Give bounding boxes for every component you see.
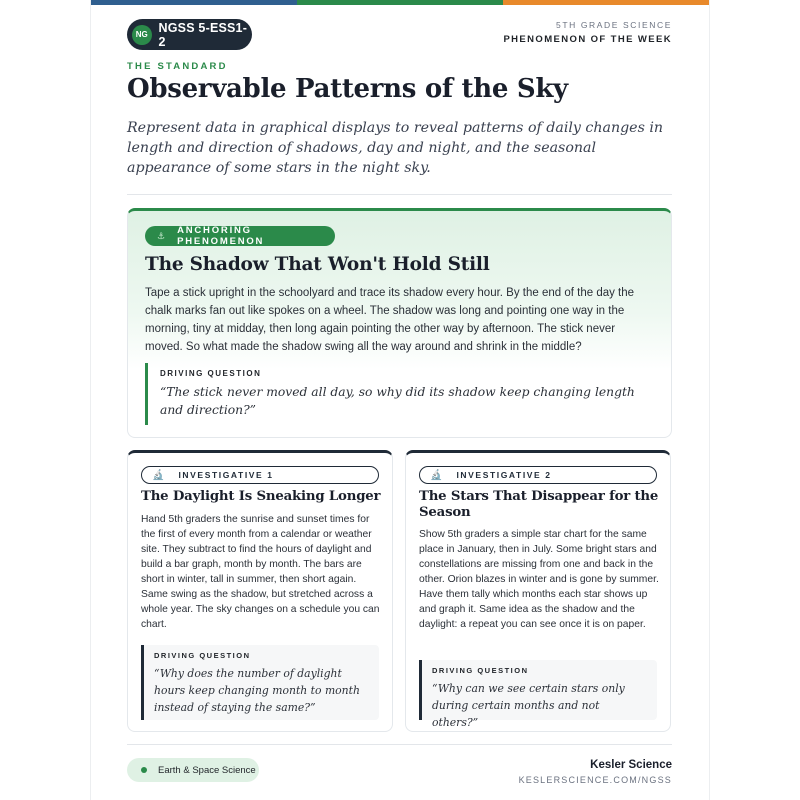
anchor-driving-question — [145, 363, 653, 425]
investigation-driving-question — [141, 645, 379, 720]
brand-name: Kesler Science — [590, 759, 672, 771]
driving-question-label: DRIVING QUESTION — [160, 369, 262, 378]
microscope-icon: 🔬 — [152, 469, 165, 481]
discipline-label: Earth & Space Science — [158, 764, 256, 776]
color-stripe — [91, 0, 709, 5]
investigation-body: Show 5th graders a simple star chart for the same place in January, then in July. Some bright stars and constellations are missing from one and back in the other. Orion blazes in winter and is gone by summer. Have them tally which months each star shows up and graph it. Same idea as the shadow and the daylight: a repeat you can see once it is on paper. — [419, 529, 659, 630]
ngss-logo-icon: NG — [132, 25, 152, 45]
investigation-tag-label: INVESTIGATIVE 2 — [456, 470, 552, 480]
driving-question-text: “Why can we see certain stars only during certain months and not others?” — [432, 682, 625, 729]
driving-question-label: DRIVING QUESTION — [154, 651, 251, 660]
standard-eyebrow: THE STANDARD — [127, 61, 228, 72]
divider — [127, 194, 672, 195]
series-header — [503, 20, 672, 45]
investigation-tag-2 — [419, 466, 657, 484]
series-label: PHENOMENON OF THE WEEK — [503, 34, 672, 45]
footer-divider — [127, 744, 672, 745]
microscope-icon: 🔬 — [430, 469, 443, 481]
investigation-title: The Stars That Disappear for the Season — [419, 489, 659, 520]
discipline-badge — [127, 758, 259, 782]
standard-description: Represent data in graphical displays to reveal patterns of daily changes in length and direction of shadows, day and night, and the seasonal appearance of some stars in the night sky. — [127, 120, 664, 176]
investigation-card-1 — [127, 450, 393, 732]
page-title: Observable Patterns of the Sky — [127, 74, 568, 104]
stripe-green — [297, 0, 503, 5]
grade-label: 5TH GRADE SCIENCE — [556, 20, 672, 30]
brand-url[interactable]: KESLERSCIENCE.COM/NGSS — [518, 775, 672, 785]
anchoring-phenomenon-card — [127, 208, 672, 438]
brand-block — [519, 759, 672, 785]
driving-question-label: DRIVING QUESTION — [432, 666, 529, 675]
dot-icon — [141, 767, 147, 773]
worksheet-page — [91, 0, 709, 800]
driving-question-text: “Why does the number of daylight hours keep changing month to month instead of staying the same?” — [154, 667, 360, 714]
investigation-body: Hand 5th graders the sunrise and sunset times for the first of every month from a calendar or weather site. They subtract to find the hours of daylight and build a bar graph, month by month. The bars are short in winter, tall in summer, then short again. Same swing as the shadow, but stretched across a whole year. The sky changes on a schedule you can chart. — [141, 514, 380, 630]
investigation-tag-1 — [141, 466, 379, 484]
investigation-tag-label: INVESTIGATIVE 1 — [178, 470, 274, 480]
phenomenon-body: Tape a stick upright in the schoolyard and trace its shadow every hour. By the end of the day the chalk marks fan out like spokes on a wheel. The shadow was long and pointing one way in the morning, tiny at midday, then long again pointing the other way by afternoon. The stick never moved. So what made the shadow swing all the way around and shrink in the middle? — [145, 287, 635, 353]
standard-code: NGSS 5-ESS1-2 — [158, 20, 248, 49]
phenomenon-title: The Shadow That Won't Hold Still — [145, 254, 490, 275]
anchor-icon: ⚓ — [157, 230, 166, 241]
stripe-orange — [503, 0, 709, 5]
anchoring-tag — [145, 226, 335, 246]
investigation-title: The Daylight Is Sneaking Longer — [141, 489, 381, 504]
standard-code-badge — [127, 19, 252, 50]
investigation-driving-question — [419, 660, 657, 729]
investigation-card-2 — [405, 450, 671, 732]
driving-question-text: “The stick never moved all day, so why did its shadow keep changing length and direction?” — [160, 385, 635, 417]
stripe-blue — [91, 0, 297, 5]
anchoring-tag-label: ANCHORING PHENOMENON — [177, 225, 265, 247]
